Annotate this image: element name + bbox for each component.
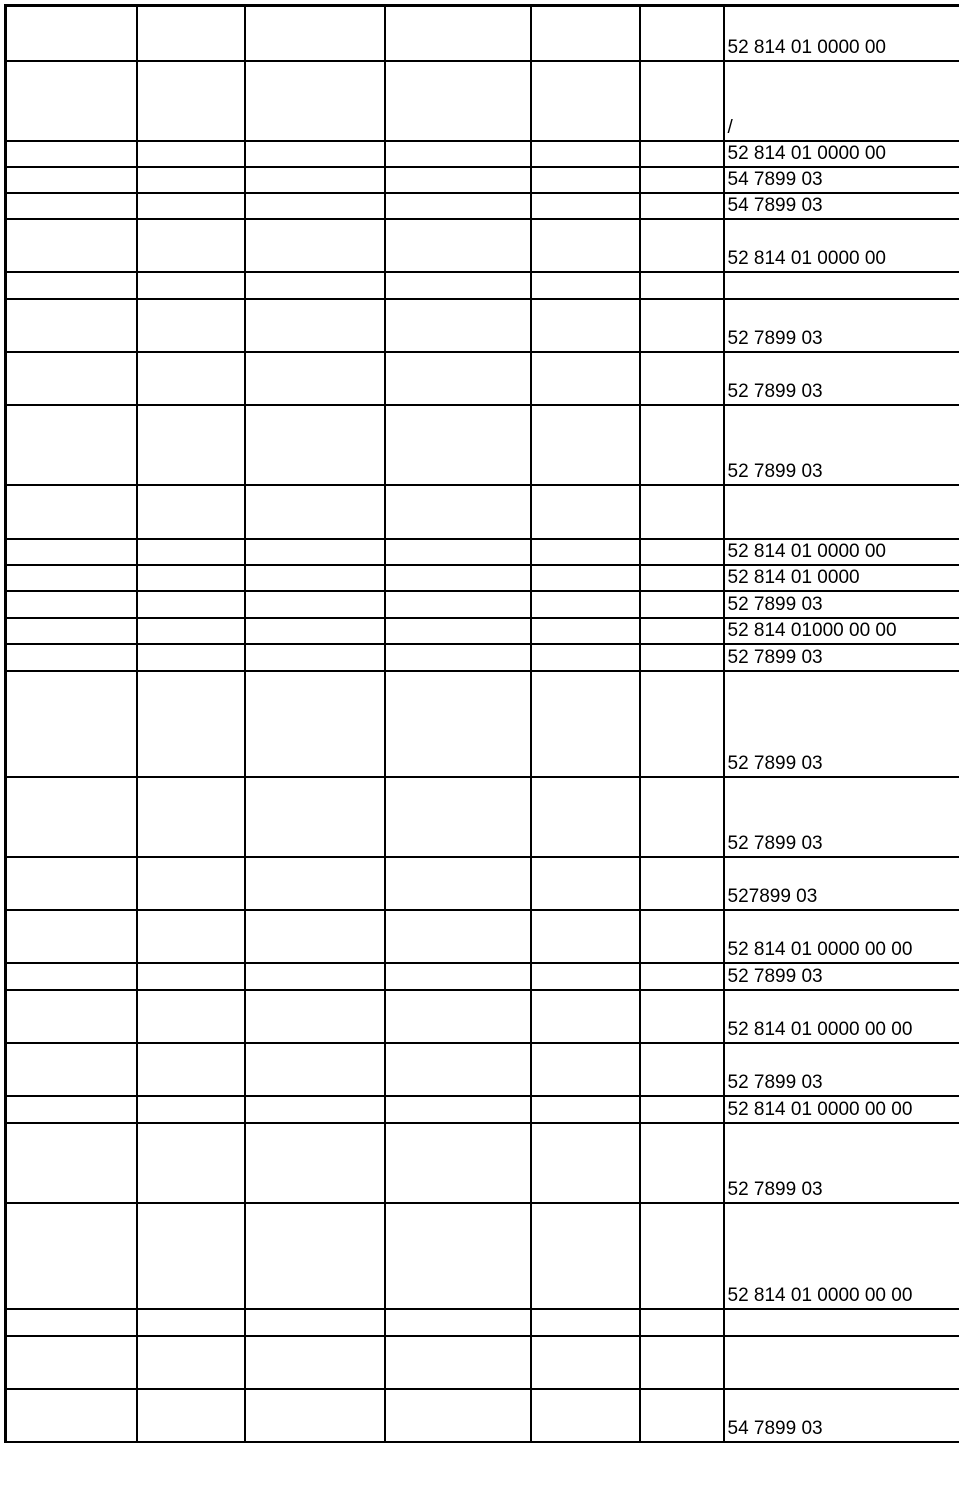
code-text: 52 7899 03	[727, 380, 823, 402]
table-body	[6, 6, 959, 1442]
empty-cell	[6, 777, 137, 857]
empty-cell	[640, 1043, 724, 1096]
empty-cell	[245, 1123, 385, 1203]
empty-cell	[385, 1096, 531, 1123]
code-cell	[724, 910, 959, 963]
code-text: 54 7899 03	[727, 168, 823, 190]
empty-cell	[385, 405, 531, 485]
code-cell	[724, 618, 959, 644]
empty-cell	[531, 352, 640, 405]
empty-cell	[531, 565, 640, 591]
empty-cell	[385, 272, 531, 299]
empty-cell	[137, 352, 245, 405]
table-row	[6, 963, 959, 990]
table-row	[6, 1309, 959, 1336]
empty-cell	[137, 963, 245, 990]
empty-cell	[640, 1309, 724, 1336]
table-row	[6, 1203, 959, 1309]
empty-cell	[137, 618, 245, 644]
code-text: 52 814 01 0000 00	[727, 142, 886, 164]
table-row	[6, 193, 959, 219]
code-text: 52 7899 03	[727, 752, 823, 774]
empty-cell	[531, 141, 640, 167]
empty-cell	[137, 167, 245, 193]
empty-cell	[245, 219, 385, 272]
code-text: 54 7899 03	[727, 194, 823, 216]
empty-cell	[245, 777, 385, 857]
empty-cell	[245, 671, 385, 777]
code-text: 52 814 01000 00 00	[727, 619, 897, 641]
empty-cell	[137, 6, 245, 61]
empty-cell	[385, 644, 531, 671]
empty-cell	[640, 671, 724, 777]
empty-cell	[385, 1309, 531, 1336]
code-cell	[724, 671, 959, 777]
empty-cell	[6, 6, 137, 61]
empty-cell	[6, 219, 137, 272]
empty-cell	[385, 219, 531, 272]
code-text: 52 814 01 0000 00	[727, 247, 886, 269]
code-cell	[724, 1096, 959, 1123]
empty-cell	[6, 352, 137, 405]
empty-cell	[6, 405, 137, 485]
empty-cell	[640, 6, 724, 61]
code-text: 52 7899 03	[727, 593, 823, 615]
code-cell	[724, 857, 959, 910]
empty-cell	[640, 591, 724, 618]
empty-cell	[531, 591, 640, 618]
table-row	[6, 272, 959, 299]
empty-cell	[640, 299, 724, 352]
table-row	[6, 299, 959, 352]
table-row	[6, 167, 959, 193]
empty-cell	[6, 485, 137, 539]
empty-cell	[6, 1336, 137, 1389]
empty-cell	[531, 219, 640, 272]
table-row	[6, 671, 959, 777]
table-row	[6, 644, 959, 671]
empty-cell	[385, 539, 531, 565]
code-cell	[724, 193, 959, 219]
code-text: 52 7899 03	[727, 646, 823, 668]
code-text: 52 7899 03	[727, 1178, 823, 1200]
empty-cell	[531, 405, 640, 485]
empty-cell	[640, 272, 724, 299]
empty-cell	[137, 1096, 245, 1123]
empty-cell	[531, 1389, 640, 1442]
empty-cell	[385, 167, 531, 193]
code-cell	[724, 1309, 959, 1336]
empty-cell	[385, 990, 531, 1043]
table-row	[6, 910, 959, 963]
empty-cell	[385, 61, 531, 141]
code-cell	[724, 591, 959, 618]
empty-cell	[245, 1389, 385, 1442]
code-text: 52 7899 03	[727, 460, 823, 482]
code-cell	[724, 219, 959, 272]
table-row	[6, 1336, 959, 1389]
code-cell	[724, 405, 959, 485]
code-text: 52 814 01 0000 00 00	[727, 938, 913, 960]
code-text: 52 814 01 0000 00 00	[727, 1284, 913, 1306]
empty-cell	[137, 1389, 245, 1442]
empty-cell	[137, 272, 245, 299]
empty-cell	[137, 671, 245, 777]
table-row	[6, 591, 959, 618]
empty-cell	[137, 1123, 245, 1203]
empty-cell	[6, 1096, 137, 1123]
empty-cell	[6, 963, 137, 990]
empty-cell	[640, 644, 724, 671]
empty-cell	[137, 1043, 245, 1096]
code-text: 52 814 01 0000 00 00	[727, 1098, 913, 1120]
empty-cell	[640, 1389, 724, 1442]
empty-cell	[640, 1203, 724, 1309]
table-row	[6, 405, 959, 485]
empty-cell	[6, 990, 137, 1043]
empty-cell	[245, 963, 385, 990]
empty-cell	[385, 299, 531, 352]
empty-cell	[6, 1389, 137, 1442]
table-row	[6, 777, 959, 857]
empty-cell	[531, 167, 640, 193]
empty-cell	[531, 61, 640, 141]
code-text: 52 7899 03	[727, 327, 823, 349]
code-cell	[724, 352, 959, 405]
code-cell	[724, 539, 959, 565]
empty-cell	[640, 1336, 724, 1389]
code-cell	[724, 485, 959, 539]
empty-cell	[137, 1309, 245, 1336]
empty-cell	[6, 167, 137, 193]
empty-cell	[640, 167, 724, 193]
empty-cell	[245, 1043, 385, 1096]
empty-cell	[531, 485, 640, 539]
code-cell	[724, 1336, 959, 1389]
empty-cell	[640, 1123, 724, 1203]
code-table	[4, 4, 959, 1443]
empty-cell	[531, 1043, 640, 1096]
table-row	[6, 857, 959, 910]
code-text: 52 814 01 0000 00 00	[727, 1018, 913, 1040]
empty-cell	[137, 644, 245, 671]
empty-cell	[385, 1043, 531, 1096]
table-row	[6, 618, 959, 644]
code-cell	[724, 565, 959, 591]
empty-cell	[640, 193, 724, 219]
empty-cell	[245, 352, 385, 405]
empty-cell	[531, 1336, 640, 1389]
empty-cell	[245, 167, 385, 193]
empty-cell	[245, 193, 385, 219]
empty-cell	[137, 193, 245, 219]
empty-cell	[137, 141, 245, 167]
empty-cell	[640, 1096, 724, 1123]
empty-cell	[245, 405, 385, 485]
empty-cell	[245, 1309, 385, 1336]
table-row	[6, 485, 959, 539]
empty-cell	[640, 910, 724, 963]
empty-cell	[245, 857, 385, 910]
empty-cell	[640, 539, 724, 565]
empty-cell	[640, 963, 724, 990]
empty-cell	[531, 910, 640, 963]
empty-cell	[531, 618, 640, 644]
empty-cell	[6, 1203, 137, 1309]
empty-cell	[245, 1336, 385, 1389]
empty-cell	[640, 857, 724, 910]
empty-cell	[385, 910, 531, 963]
empty-cell	[6, 910, 137, 963]
empty-cell	[245, 141, 385, 167]
empty-cell	[137, 1336, 245, 1389]
code-cell	[724, 299, 959, 352]
empty-cell	[6, 1043, 137, 1096]
empty-cell	[6, 61, 137, 141]
code-cell	[724, 61, 959, 141]
empty-cell	[385, 963, 531, 990]
table-row	[6, 1043, 959, 1096]
code-cell	[724, 272, 959, 299]
empty-cell	[137, 857, 245, 910]
empty-cell	[640, 352, 724, 405]
empty-cell	[6, 671, 137, 777]
empty-cell	[640, 61, 724, 141]
empty-cell	[640, 141, 724, 167]
table-row	[6, 6, 959, 61]
empty-cell	[137, 990, 245, 1043]
empty-cell	[245, 485, 385, 539]
empty-cell	[6, 565, 137, 591]
code-cell	[724, 6, 959, 61]
empty-cell	[640, 618, 724, 644]
empty-cell	[137, 910, 245, 963]
empty-cell	[137, 777, 245, 857]
empty-cell	[245, 618, 385, 644]
empty-cell	[385, 193, 531, 219]
empty-cell	[245, 6, 385, 61]
table-row	[6, 539, 959, 565]
empty-cell	[6, 193, 137, 219]
empty-cell	[245, 1203, 385, 1309]
empty-cell	[531, 193, 640, 219]
code-cell	[724, 141, 959, 167]
code-cell	[724, 167, 959, 193]
code-cell	[724, 1043, 959, 1096]
empty-cell	[385, 6, 531, 61]
empty-cell	[385, 618, 531, 644]
code-text: 52 814 01 0000	[727, 566, 860, 588]
empty-cell	[385, 591, 531, 618]
table-row	[6, 352, 959, 405]
empty-cell	[245, 61, 385, 141]
empty-cell	[385, 485, 531, 539]
code-text: 54 7899 03	[727, 1417, 823, 1439]
empty-cell	[6, 272, 137, 299]
empty-cell	[245, 1096, 385, 1123]
code-text: /	[727, 116, 733, 138]
empty-cell	[137, 539, 245, 565]
empty-cell	[531, 539, 640, 565]
table-row	[6, 219, 959, 272]
empty-cell	[531, 1203, 640, 1309]
empty-cell	[531, 6, 640, 61]
empty-cell	[6, 141, 137, 167]
table-row	[6, 1389, 959, 1442]
empty-cell	[640, 485, 724, 539]
empty-cell	[531, 644, 640, 671]
table-row	[6, 141, 959, 167]
empty-cell	[640, 565, 724, 591]
empty-cell	[385, 1389, 531, 1442]
table-row	[6, 990, 959, 1043]
empty-cell	[6, 539, 137, 565]
empty-cell	[640, 219, 724, 272]
empty-cell	[245, 299, 385, 352]
empty-cell	[385, 352, 531, 405]
empty-cell	[531, 1096, 640, 1123]
empty-cell	[245, 910, 385, 963]
table-row	[6, 1123, 959, 1203]
code-text: 52 814 01 0000 00	[727, 36, 886, 58]
empty-cell	[137, 61, 245, 141]
code-text: 52 7899 03	[727, 1071, 823, 1093]
empty-cell	[137, 485, 245, 539]
empty-cell	[137, 591, 245, 618]
empty-cell	[531, 963, 640, 990]
code-text: 52 814 01 0000 00	[727, 540, 886, 562]
empty-cell	[245, 990, 385, 1043]
empty-cell	[6, 1123, 137, 1203]
empty-cell	[385, 565, 531, 591]
table-row	[6, 1096, 959, 1123]
empty-cell	[531, 777, 640, 857]
empty-cell	[245, 644, 385, 671]
code-cell	[724, 644, 959, 671]
empty-cell	[385, 777, 531, 857]
empty-cell	[640, 777, 724, 857]
empty-cell	[6, 299, 137, 352]
code-cell	[724, 1203, 959, 1309]
code-cell	[724, 963, 959, 990]
code-cell	[724, 1389, 959, 1442]
empty-cell	[6, 857, 137, 910]
empty-cell	[531, 299, 640, 352]
table-row	[6, 565, 959, 591]
empty-cell	[245, 539, 385, 565]
empty-cell	[137, 565, 245, 591]
empty-cell	[385, 141, 531, 167]
empty-cell	[640, 405, 724, 485]
empty-cell	[531, 272, 640, 299]
empty-cell	[531, 1309, 640, 1336]
code-text: 527899 03	[727, 885, 818, 907]
empty-cell	[6, 644, 137, 671]
empty-cell	[245, 272, 385, 299]
empty-cell	[385, 857, 531, 910]
empty-cell	[6, 618, 137, 644]
empty-cell	[385, 671, 531, 777]
empty-cell	[137, 219, 245, 272]
empty-cell	[531, 990, 640, 1043]
empty-cell	[385, 1203, 531, 1309]
empty-cell	[6, 1309, 137, 1336]
empty-cell	[137, 1203, 245, 1309]
empty-cell	[385, 1123, 531, 1203]
empty-cell	[531, 857, 640, 910]
empty-cell	[245, 591, 385, 618]
code-text: 52 7899 03	[727, 832, 823, 854]
empty-cell	[385, 1336, 531, 1389]
code-cell	[724, 1123, 959, 1203]
empty-cell	[531, 671, 640, 777]
empty-cell	[6, 591, 137, 618]
code-cell	[724, 777, 959, 857]
empty-cell	[137, 299, 245, 352]
table-row	[6, 61, 959, 141]
code-cell	[724, 990, 959, 1043]
code-text: 52 7899 03	[727, 965, 823, 987]
empty-cell	[640, 990, 724, 1043]
empty-cell	[137, 405, 245, 485]
empty-cell	[531, 1123, 640, 1203]
empty-cell	[245, 565, 385, 591]
